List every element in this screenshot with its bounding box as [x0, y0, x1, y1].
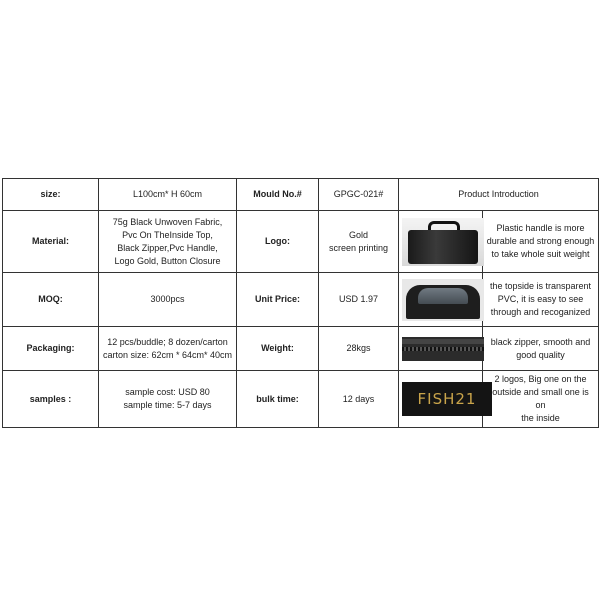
table-row	[3, 371, 599, 428]
suit-bag-handle-photo	[402, 218, 484, 266]
weight-value: 28kgs	[319, 327, 399, 371]
product-introduction-header: Product Introduction	[399, 179, 599, 211]
packaging-value: 12 pcs/buddle; 8 dozen/carton carton size: 62cm * 64cm* 40cm	[99, 327, 237, 371]
moq-value: 3000pcs	[99, 273, 237, 327]
table-row	[3, 273, 599, 327]
mould-no-value: GPGC-021#	[319, 179, 399, 211]
material-value: 75g Black Unwoven Fabric, Pvc On TheInside Top, Black Zipper,Pvc Handle, Logo Gold, Button Closure	[99, 211, 237, 273]
samples-label: samples :	[3, 371, 99, 428]
handle-photo-cell	[399, 211, 483, 273]
moq-label: MOQ:	[3, 273, 99, 327]
pvc-description: the topside is transparent PVC, it is easy to see through and recoganized	[483, 273, 599, 327]
zipper-photo-cell	[399, 327, 483, 371]
table-row	[3, 327, 599, 371]
packaging-label: Packaging:	[3, 327, 99, 371]
black-zipper-photo	[402, 337, 484, 361]
logo-label: Logo:	[237, 211, 319, 273]
table-row	[3, 211, 599, 273]
unit-price-label: Unit Price:	[237, 273, 319, 327]
logo-value: Gold screen printing	[319, 211, 399, 273]
table-row	[3, 179, 599, 211]
zipper-description: black zipper, smooth and good quality	[483, 327, 599, 371]
bulk-time-label: bulk time:	[237, 371, 319, 428]
logo-description: 2 logos, Big one on the outside and small one is on the inside	[483, 371, 599, 428]
pvc-top-photo-cell	[399, 273, 483, 327]
product-spec-table	[2, 178, 599, 428]
unit-price-value: USD 1.97	[319, 273, 399, 327]
logo-photo-cell	[399, 371, 483, 428]
size-value: L100cm* H 60cm	[99, 179, 237, 211]
gold-logo-photo	[402, 382, 492, 416]
logo-print-text: FISH21	[417, 389, 477, 408]
weight-label: Weight:	[237, 327, 319, 371]
samples-value: sample cost: USD 80 sample time: 5-7 days	[99, 371, 237, 428]
mould-no-label: Mould No.#	[237, 179, 319, 211]
suit-bag-pvc-top-photo	[402, 279, 484, 321]
handle-description: Plastic handle is more durable and strong enough to take whole suit weight	[483, 211, 599, 273]
material-label: Material:	[3, 211, 99, 273]
size-label: size:	[3, 179, 99, 211]
bulk-time-value: 12 days	[319, 371, 399, 428]
